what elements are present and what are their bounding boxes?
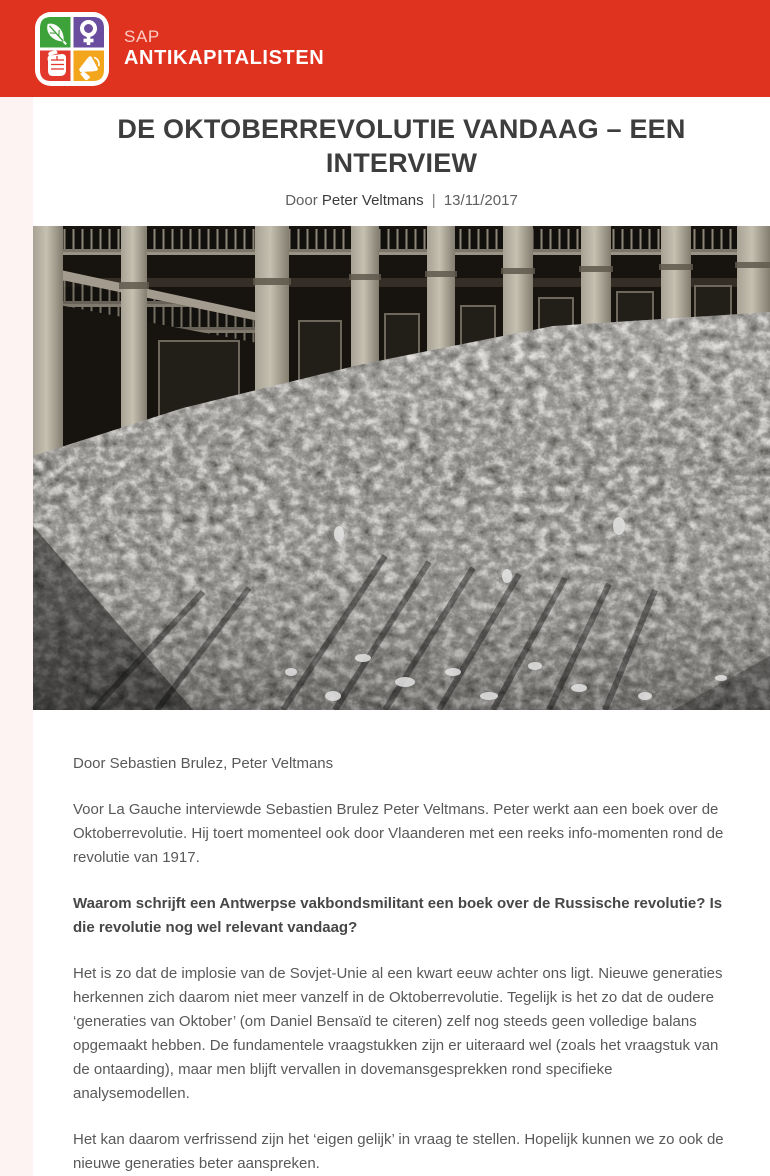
brand-text (124, 27, 324, 70)
author-link[interactable]: Peter Veltmans (321, 192, 424, 209)
article-title: DE OKTOBERREVOLUTIE VANDAAG – EEN INTERVIEW (117, 114, 686, 178)
brand-bottom: ANTIKAPITALISTEN (124, 46, 325, 69)
paragraph-byline: Door Sebastien Brulez, Peter Veltmans (73, 755, 334, 772)
paragraph-answer-2: Het kan daarom verfrissend zijn het ‘eigen gelijk’ in vraag te stellen. Hopelijk kunnen we zo ook de nieuwe generaties beter aanspreken. (73, 1131, 724, 1172)
logo-graphic (35, 12, 109, 86)
paragraph-intro: Voor La Gauche interviewde Sebastien Brulez Peter Veltmans. Peter werkt aan een boek over de Oktoberrevolutie. Hij toert momenteel ook door Vlaanderen met een reeks info-momenten rond de revolutie van 1917. (73, 801, 724, 866)
byline-separator: | (431, 192, 436, 209)
byline (33, 190, 770, 212)
hero-image (33, 226, 770, 710)
site-header (0, 0, 770, 97)
paragraph-answer-1: Het is zo dat de implosie van de Sovjet-Unie al een kwart eeuw achter ons ligt. Nieuwe generaties herkennen zich daarom niet meer vanzelf in de Oktoberrevolutie. Tegelijk is het zo dat de oudere ‘generaties van Oktober’ (om Daniel Bensaïd te citeren) zelf nog steeds geen volledige balans opgemaakt hebben. De fundamentele vraagstukken zijn er uiteraard wel (zoals het vraagstuk van de ontaarding), maar men blijft vervallen in dovemansgesprekken rond specifieke analysemodellen. (73, 965, 723, 1102)
article-card (33, 97, 770, 1176)
byline-prefix: Door (285, 192, 318, 209)
site-logo[interactable] (35, 12, 109, 86)
paragraph-question: Waarom schrijft een Antwerpse vakbondsmilitant een boek over de Russische revolutie? Is die revolutie nog wel relevant vandaag? (73, 895, 723, 936)
article-body (33, 710, 770, 1176)
brand-top: SAP (124, 27, 160, 47)
article-date: 13/11/2017 (443, 192, 518, 209)
crowd-photo (33, 226, 770, 710)
